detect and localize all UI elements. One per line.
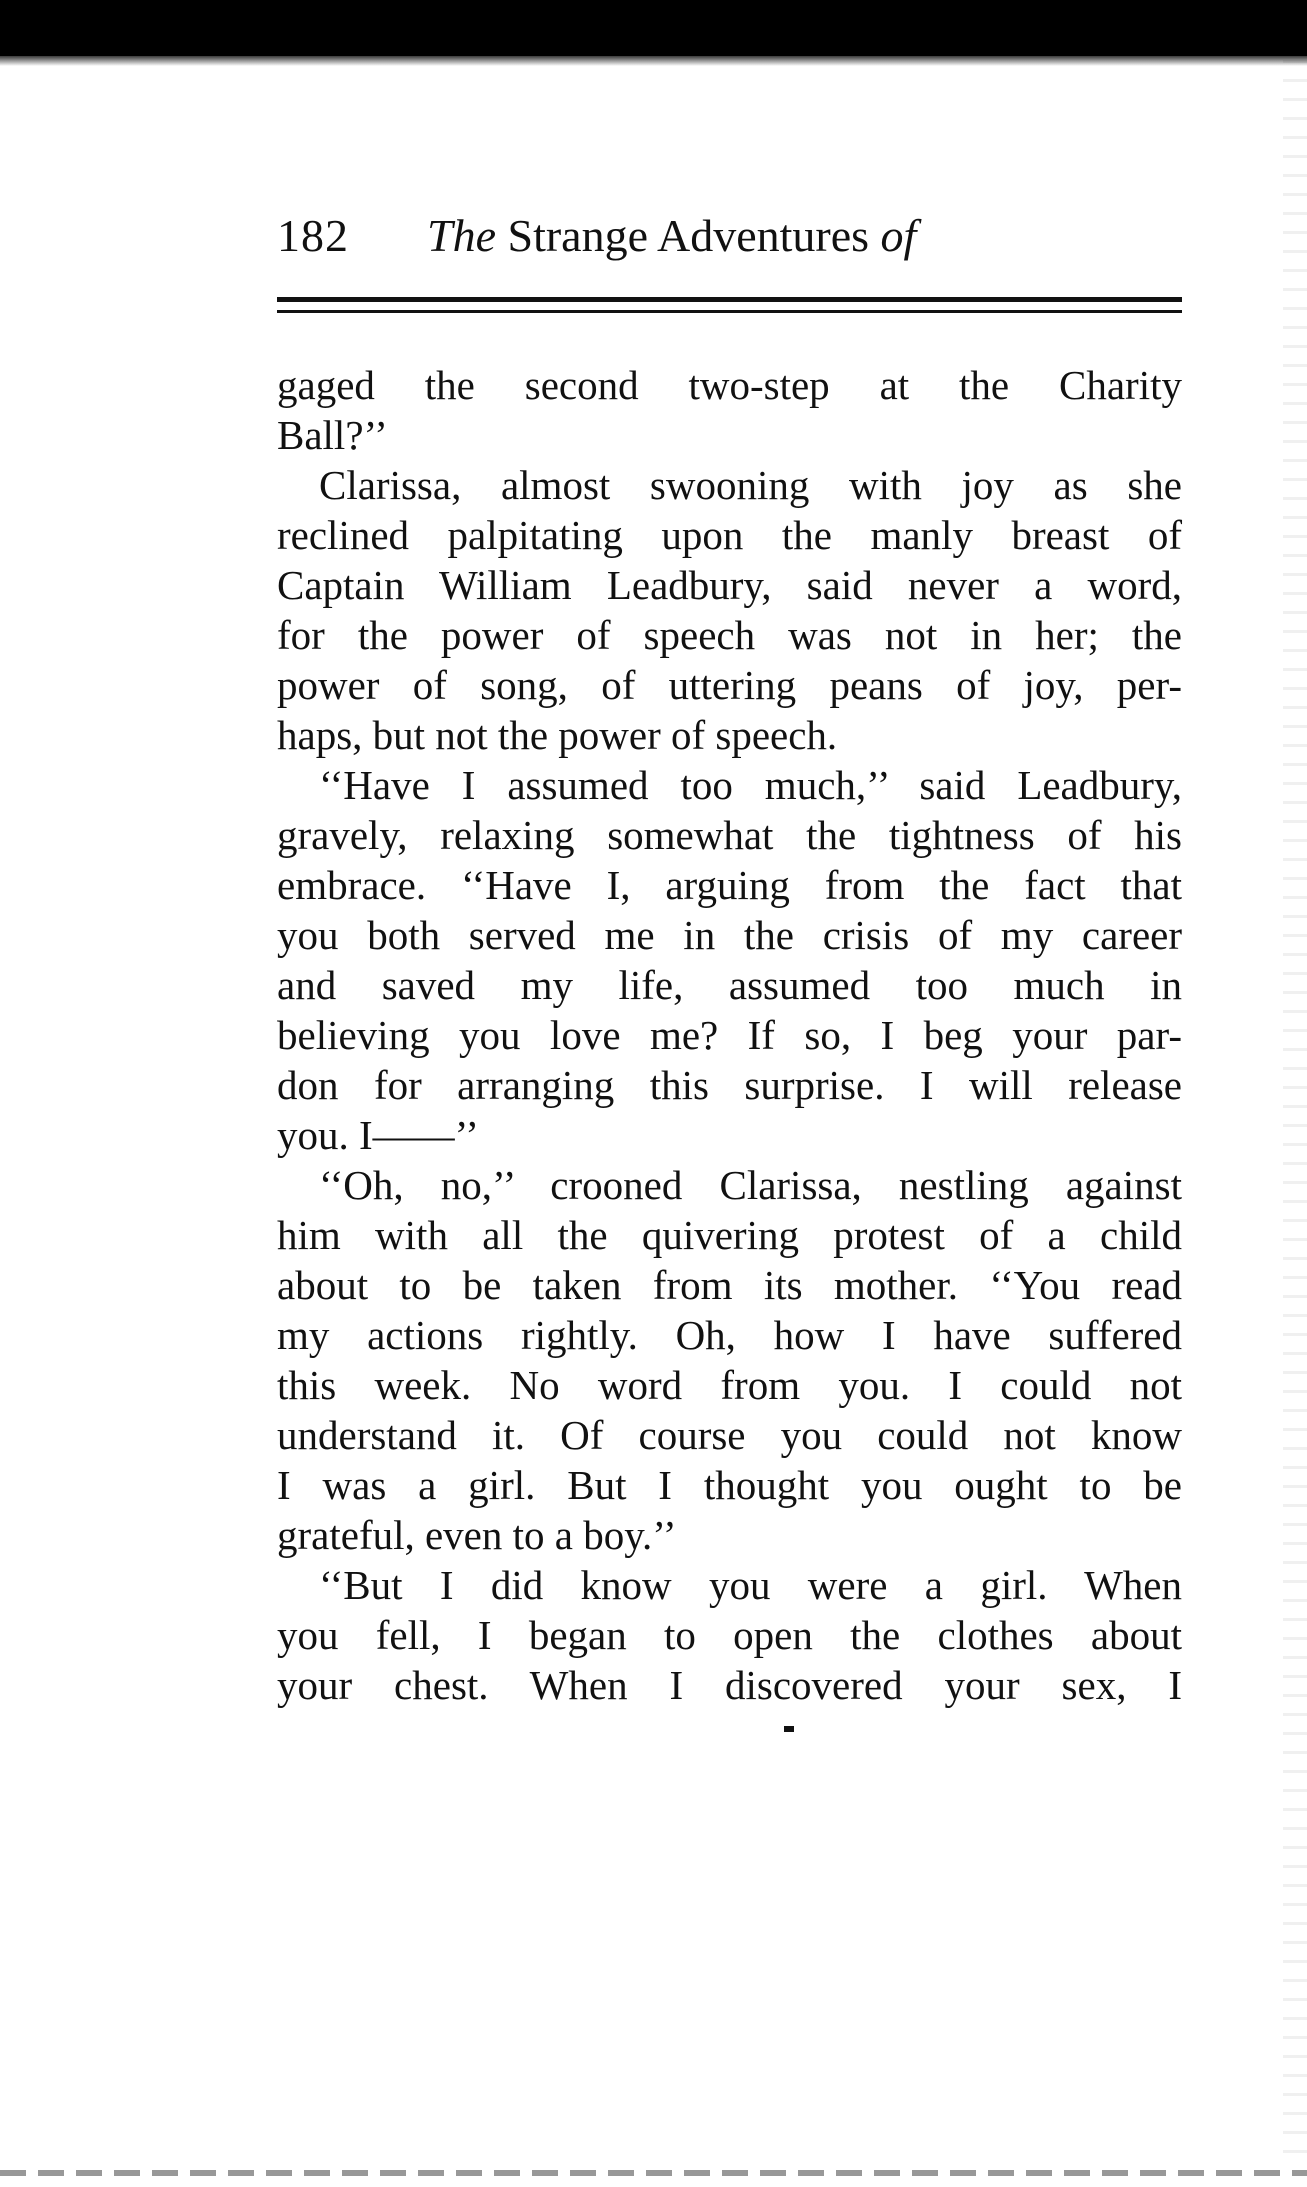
header-rule-thin	[277, 310, 1182, 313]
text-line: gaged the second two-step at the Charity	[277, 362, 1182, 408]
text-line: about to be taken from its mother. ‘‘You read	[277, 1262, 1182, 1308]
text-line: my actions rightly. Oh, how I have suffered	[277, 1312, 1182, 1358]
text-line: embrace. ‘‘Have I, arguing from the fact that	[277, 862, 1182, 908]
scan-bottom-edge	[0, 2170, 1307, 2176]
scan-top-border	[0, 0, 1307, 56]
running-title-suffix: of	[880, 210, 917, 261]
header-rule-thick	[277, 297, 1182, 302]
text-line: ‘‘Have I assumed too much,’’ said Leadbury,	[319, 762, 1182, 808]
page-number: 182	[277, 210, 349, 261]
running-title	[427, 210, 916, 261]
text-line: for the power of speech was not in her; the	[277, 612, 1182, 658]
text-line: this week. No word from you. I could not	[277, 1362, 1182, 1408]
running-title-main: Strange Adventures	[496, 210, 881, 261]
ink-mark	[784, 1726, 794, 1732]
text-line: and saved my life, assumed too much in	[277, 962, 1182, 1008]
text-line: Clarissa, almost swooning with joy as she	[319, 462, 1182, 508]
text-line: you. I——’’	[277, 1112, 479, 1158]
text-line: believing you love me? If so, I beg your par-	[277, 1012, 1182, 1058]
text-line: power of song, of uttering peans of joy, per-	[277, 662, 1182, 708]
text-line: reclined palpitating upon the manly breast of	[277, 512, 1182, 558]
text-line: Captain William Leadbury, said never a word,	[277, 562, 1182, 608]
text-line: you both served me in the crisis of my career	[277, 912, 1182, 958]
running-title-prefix: The	[427, 210, 496, 261]
text-line: haps, but not the power of speech.	[277, 712, 838, 758]
text-line: you fell, I began to open the clothes about	[277, 1612, 1182, 1658]
scan-right-edge-noise	[1283, 60, 1307, 2160]
text-line: don for arranging this surprise. I will release	[277, 1062, 1182, 1108]
scan-top-edge-shadow	[0, 56, 1307, 66]
text-line: ‘‘Oh, no,’’ crooned Clarissa, nestling against	[319, 1162, 1182, 1208]
text-line: grateful, even to a boy.’’	[277, 1512, 677, 1558]
text-line: ‘‘But I did know you were a girl. When	[319, 1562, 1182, 1608]
running-header	[277, 206, 1182, 266]
text-line: your chest. When I discovered your sex, I	[277, 1662, 1182, 1708]
text-line: gravely, relaxing somewhat the tightness of his	[277, 812, 1182, 858]
text-line: I was a girl. But I thought you ought to be	[277, 1462, 1182, 1508]
text-line: Ball?’’	[277, 412, 388, 458]
body-text	[277, 360, 1182, 1710]
text-line: understand it. Of course you could not know	[277, 1412, 1182, 1458]
text-line: him with all the quivering protest of a child	[277, 1212, 1182, 1258]
